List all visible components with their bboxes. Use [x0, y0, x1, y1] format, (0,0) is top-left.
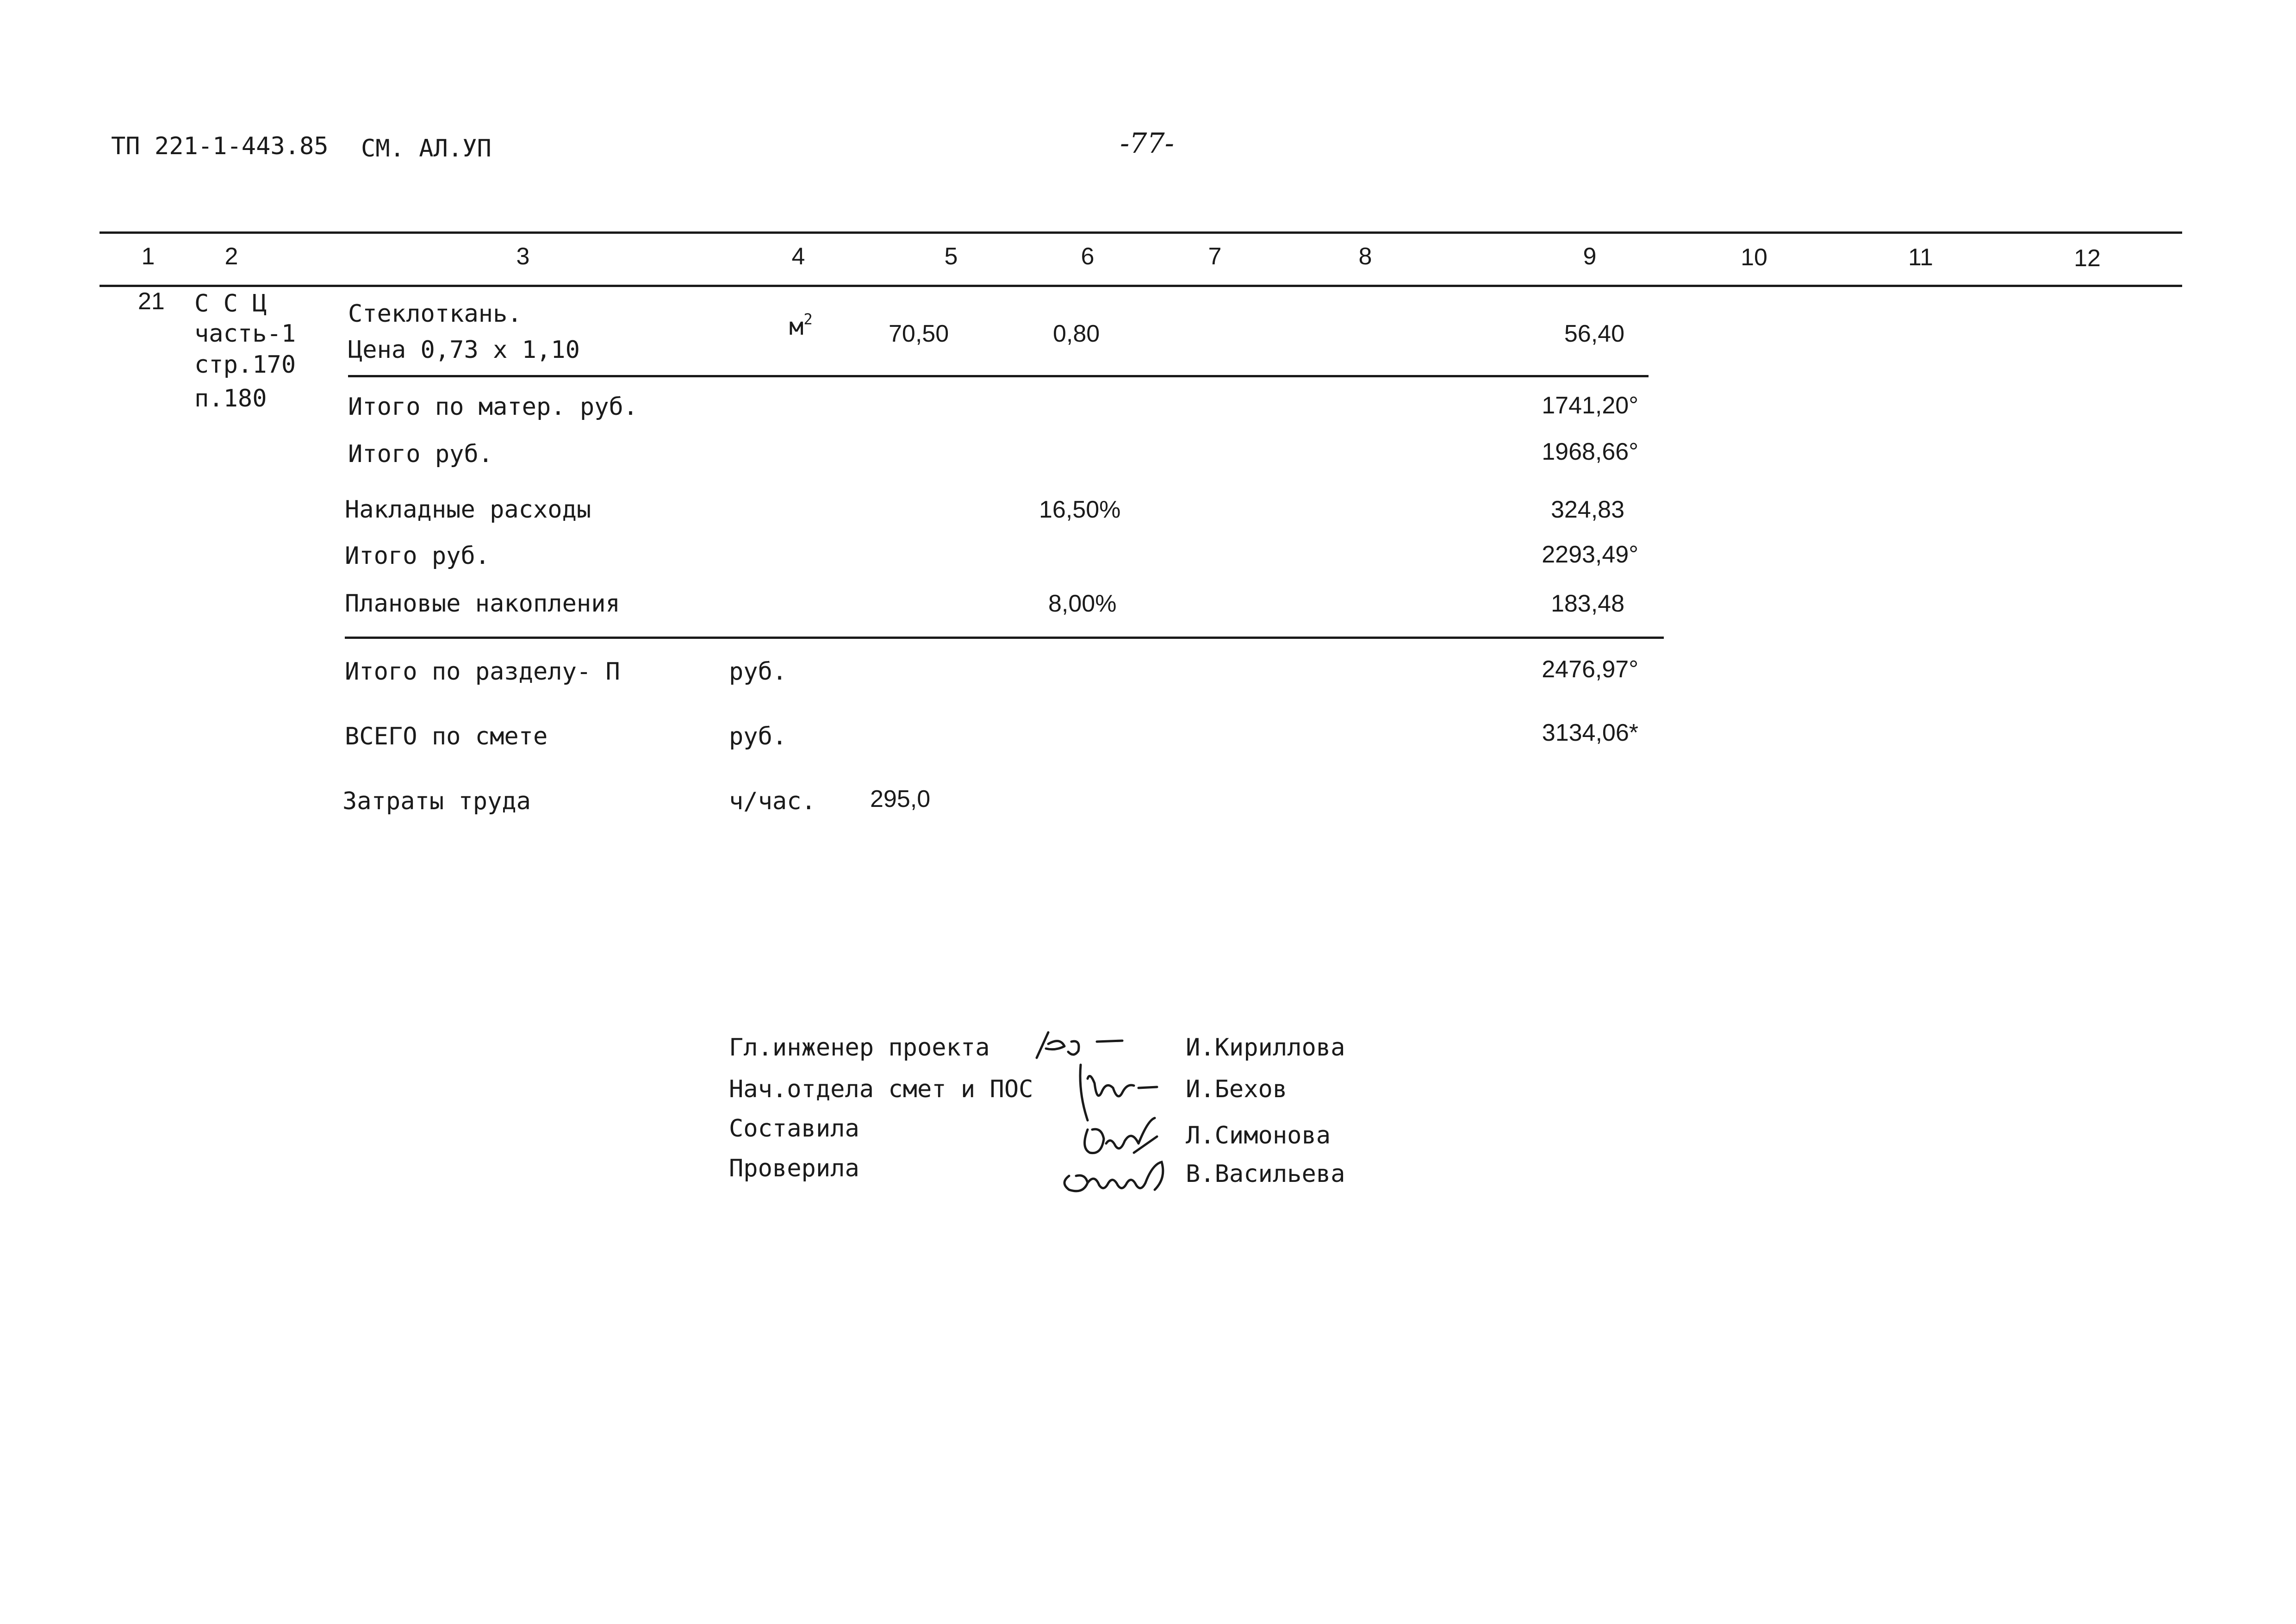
signature-name-4: В.Васильева	[1186, 1160, 1345, 1188]
labor-label: Затраты труда	[342, 787, 531, 815]
signature-role-1: Гл.инженер проекта	[729, 1034, 990, 1062]
column-number-8: 8	[1358, 243, 1372, 270]
column-number-12: 12	[2074, 245, 2101, 272]
column-number-1: 1	[141, 243, 155, 270]
column-header-bottom-rule	[100, 285, 2182, 287]
section-total-rule	[345, 637, 1664, 639]
summary-row-3-total: 324,83	[1550, 496, 1624, 523]
column-number-9: 9	[1583, 243, 1597, 270]
labor-unit: ч/час.	[729, 787, 816, 815]
item-quantity: 70,50	[889, 320, 949, 347]
signature-role-3: Составила	[729, 1115, 859, 1143]
summary-row-5-rate: 8,00%	[1048, 590, 1117, 617]
table-top-rule	[100, 231, 2182, 234]
item-description-line-2: Цена 0,73 х 1,10	[348, 336, 580, 364]
grand-total-label: ВСЕГО по смете	[345, 723, 548, 750]
signature-mark-4	[1055, 1150, 1176, 1201]
signature-name-3: Л.Симонова	[1186, 1122, 1331, 1149]
summary-row-4-total: 2293,49°	[1542, 541, 1638, 568]
signature-role-2: Нач.отдела смет и ПОС	[729, 1075, 1033, 1103]
item-ref-line-2: часть-1	[194, 320, 296, 348]
summary-row-3-rate: 16,50%	[1039, 496, 1121, 523]
summary-row-1-label: Итого по матер. руб.	[348, 393, 638, 421]
doc-code: ТП 221-1-443.85	[111, 132, 329, 160]
item-subtotal-rule	[348, 375, 1649, 377]
item-ref-line-4: п.180	[194, 385, 267, 412]
signature-name-1: И.Кириллова	[1186, 1034, 1345, 1062]
item-number: 21	[138, 288, 165, 315]
column-number-6: 6	[1081, 243, 1095, 270]
section-total-label: Итого по разделу- П	[345, 658, 620, 686]
signature-name-2: И.Бехов	[1186, 1075, 1288, 1103]
item-unit: $м^2$	[789, 310, 813, 341]
section-total-value: 2476,97°	[1542, 656, 1638, 683]
labor-value: 295,0	[870, 786, 931, 812]
item-ref-line-3: стр.170	[194, 351, 296, 379]
summary-row-5-label: Плановые накопления	[345, 590, 620, 618]
grand-total-value: 3134,06*	[1542, 719, 1638, 746]
summary-row-4-label: Итого руб.	[345, 542, 490, 570]
doc-section: СМ. АЛ.УП	[361, 135, 492, 162]
column-number-7: 7	[1208, 243, 1222, 270]
column-number-10: 10	[1741, 244, 1767, 271]
signature-role-4: Проверила	[729, 1155, 859, 1182]
page-number: -77-	[1120, 127, 1174, 160]
column-number-3: 3	[516, 243, 530, 270]
column-number-5: 5	[944, 243, 958, 270]
item-description-line-1: Стеклоткань.	[348, 300, 522, 328]
column-number-11: 11	[1908, 244, 1933, 271]
column-number-4: 4	[791, 243, 805, 270]
item-total: 56,40	[1564, 320, 1624, 347]
item-unit-price: 0,80	[1053, 320, 1100, 347]
summary-row-1-total: 1741,20°	[1542, 392, 1638, 419]
column-number-2: 2	[224, 243, 238, 270]
grand-total-unit: руб.	[729, 723, 787, 750]
item-ref-line-1: С С Ц	[194, 290, 267, 318]
summary-row-5-total: 183,48	[1550, 590, 1624, 617]
summary-row-2-label: Итого руб.	[348, 440, 493, 468]
section-total-unit: руб.	[729, 658, 787, 686]
summary-row-3-label: Накладные расходы	[345, 496, 591, 524]
summary-row-2-total: 1968,66°	[1542, 438, 1638, 465]
